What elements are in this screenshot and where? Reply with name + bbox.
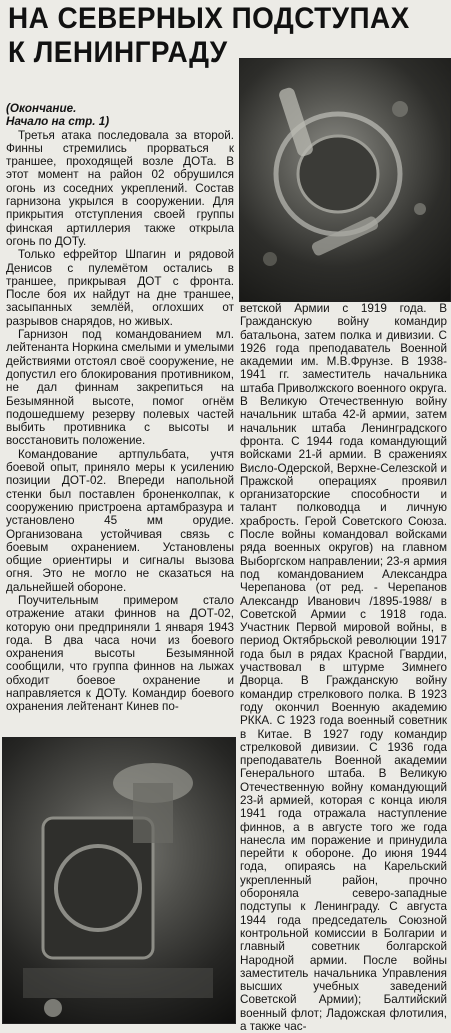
article-left-column — [6, 102, 234, 732]
continuation-note: (Окончание. Начало на стр. 1) — [6, 102, 110, 129]
article-right-column — [240, 302, 447, 1033]
paragraph: Только ефрейтор Шпагин и рядовой Денисов с пулемётом остались в траншее, прикрывая ДОТ с фронта. После боя их найдут на дне траншее, засыпанных землёй, оглохших от разрывов снарядов, но живых. — [6, 248, 234, 328]
paragraph: Третья атака последовала за второй. Финны стремились прорваться к траншее, проходящей возле ДОТа. В этот момент на район 02 обрушился огонь из соседних укреплений. Состав гарнизона укрылся в сооружении. Для прикрытия отступления своей группы финская артиллерия также открыла огонь по ДОТу. — [6, 128, 234, 248]
paragraph: Поучительным примером стало отражение атаки финнов на ДОТ-02, которую они предприняли 1 января 1943 года. В два часа ночи из боевого охранения высоты Безымянной сообщили, что группа финнов на лыжах обходит боевое охранение и направляется к ДОТу. Командир боевого охранения лейтенант Кинев по- — [6, 593, 234, 714]
paragraph: ветской Армии с 1919 года. В Гражданскую войну командир батальона, затем полка и дивизии. С 1926 года преподаватель Военной академии им. М.В.Фрунзе. В 1938-1941 гг. заместитель начальника штаба Приволжского военного округа. В Великую Отечественную войну начальник штаба 42-й армии, затем начальник штаба Ленинградского фронта. С 1944 года командующий войсками 21-й армии. В сражениях Висло-Одерской, Верхне-Селезской и Пражской операциях проявил организаторские способности и талант полководца и личную храбрость. Герой Советского Союза. После войны командовал войсками ряда военных округов) на главном Выборгском направлении; 23-я армия под командованием Александра Черепанова (от ред. - Черепанов Александр Иванович /1895-1988/ в Советской Армии с 1918 года. Участник Первой мировой войны, в период Октябрьской революции 1917 года был в рядах Красной Гвардии, участвовал в штурме Зимнего Дворца. В Гражданскую войну командир стрелкового полка. В 1923 году окончил Военную академию РККА. С 1923 года военный советник в Китае. В 1927 году командир стрелковой дивизии. С 1936 года преподаватель Военной академии Генерального штаба. В Великую Отечественную войну командующий 23-й армией, которая с конца июля 1941 года отражала наступление финнов, а в августе того же года нанесла им поражение и принудила перейти к обороне. До июня 1944 года, опираясь на Карельский укрепленный район, прочно обороняла северо-западные подступы к Ленинграду. С августа 1944 года председатель Союзной контрольной комиссии в Болгарии и главный советник болгарской Народной армии. После войны заместитель начальника Управления высших учебных заведений Советской Армии); Балтийский военный флот; Ладожская флотилия, а также час- — [240, 302, 447, 1033]
article-headline: НА СЕВЕРНЫХ ПОДСТУПАХ К ЛЕНИНГРАДУ — [8, 2, 410, 69]
bunker-hatch-illustration — [240, 59, 450, 301]
ventilation-device-photo — [2, 737, 236, 1024]
paragraph: Командование артпульбата, учтя боевой опыт, приняло меры к усилению позиции ДОТ-02. Впереди напольной стенки был поставлен броненколпак, к сооружению пристроена артамбразура и установлено 45 мм орудие. Организована устойчивая связь с боевым охранением. Установлены общие ориентиры и сигналы вызова огня. Это не могло не сказаться на дальнейшей обороне. — [6, 447, 234, 594]
bunker-hatch-photo — [239, 58, 451, 302]
paragraph: Гарнизон под командованием мл. лейтенанта Норкина смелыми и умелыми действиями отстоял своё сооружение, не допустил его блокирования противником, не дал финнам закрепиться на Безымянной высоте, помог огнём подошедшему резерву полевых частей выбить противника с высоты и восстановить положение. — [6, 328, 234, 448]
ventilation-device-illustration — [3, 738, 235, 1023]
